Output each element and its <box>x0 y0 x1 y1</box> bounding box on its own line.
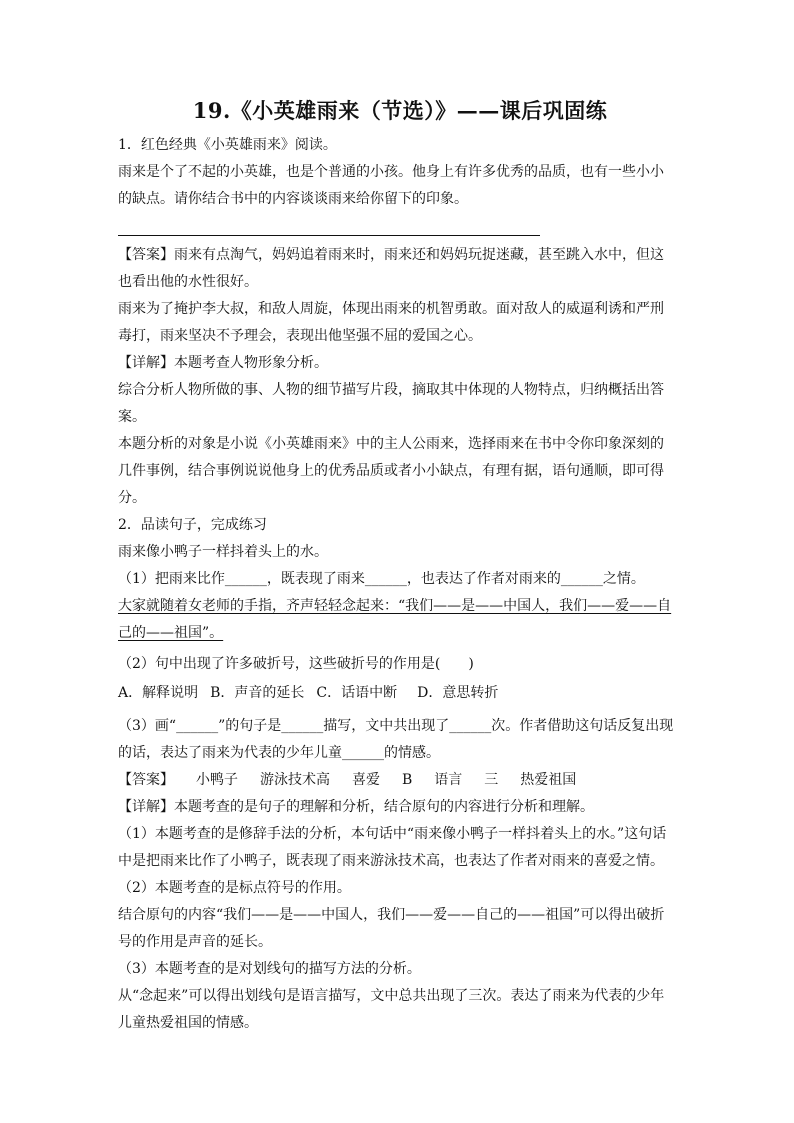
q1-answer-line: 【答案】雨来有点淘气，妈妈追着雨来时，雨来还和妈妈玩捉迷藏，甚至跳入水中，但这 <box>118 247 664 263</box>
q1-detail-line: 【详解】本题考查人物形象分析。 <box>118 355 328 371</box>
q2-detail-line: 中是把雨来比作了小鸭子，既表现了雨来游泳技术高，也表达了作者对雨来的喜爱之情。 <box>118 853 664 869</box>
answer-item: 三 <box>484 772 499 788</box>
q2-sub2: （2）句中出现了许多破折号，这些破折号的作用是( ) <box>118 656 474 672</box>
q1-answer-line: 也看出他的水性很好。 <box>118 274 258 290</box>
q2-sub1: （1）把雨来比作______，既表现了雨来______，也表达了作者对雨来的______之情。 <box>118 571 645 587</box>
q2-sub3-line: （3）画“______”的句子是______描写，文中共出现了______次。作者借助这句话反复出现 <box>118 718 674 734</box>
q2-options <box>118 680 682 707</box>
q1-detail-line: 案。 <box>118 409 146 425</box>
q1-detail-line: 本题分析的对象是小说《小英雄雨来》中的主人公雨来，选择雨来在书中令你印象深刻的 <box>118 436 664 452</box>
q2-answer-row <box>118 767 682 794</box>
q2-quote-line: 大家就随着女老师的手指，齐声轻轻念起来：“我们——是——中国人，我们——爱——自 <box>118 598 672 614</box>
q2-detail-line: 【详解】本题考查的是句子的理解和分析，结合原句的内容进行分析和理解。 <box>118 799 594 815</box>
option-c: C．话语中断 <box>316 685 398 701</box>
q1-detail-line: 几件事例，结合事例说说他身上的优秀品质或者小小缺点，有理有据，语句通顺，即可得 <box>118 463 664 479</box>
q2-detail-line: 儿童热爱祖国的情感。 <box>118 1015 258 1031</box>
q1-detail-line: 分。 <box>118 490 146 506</box>
q2-stem: 2．品读句子，完成练习 <box>118 517 267 533</box>
answer-item: 游泳技术高 <box>260 772 330 788</box>
q2-detail-line: 从“念起来”可以得出划线句是语言描写，文中总共出现了三次。表达了雨来为代表的少年 <box>118 988 665 1004</box>
q1-body-line: 的缺点。请你结合书中的内容谈谈雨来给你留下的印象。 <box>118 191 468 207</box>
q1-body-line: 雨来是个了不起的小英雄，也是个普通的小孩。他身上有许多优秀的品质，也有一些小小 <box>118 164 664 180</box>
document-page <box>118 96 682 1037</box>
q2-quote-line: 己的——祖国”。 <box>118 625 224 641</box>
answer-item: 热爱祖国 <box>520 772 577 788</box>
q2-detail-line: （2）本题考查的是标点符号的作用。 <box>118 880 351 896</box>
answer-item: 喜爱 <box>352 772 380 788</box>
option-b: B．声音的延长 <box>210 685 305 701</box>
answer-item: B <box>402 772 413 788</box>
answer-item: 小鸭子 <box>196 772 238 788</box>
answer-label: 【答案】 <box>118 772 174 788</box>
page-title: 19.《小英雄雨来（节选）》——课后巩固练 <box>192 98 608 123</box>
q2-detail-line: 号的作用是声音的延长。 <box>118 934 272 950</box>
answer-item: 语言 <box>434 772 463 788</box>
q2-sentence: 雨来像小鸭子一样抖着头上的水。 <box>118 544 328 560</box>
q1-answer-line: 雨来为了掩护李大叔，和敌人周旋，体现出雨来的机智勇敢。面对敌人的威逼利诱和严刑 <box>118 301 664 317</box>
answer-blank-line <box>118 213 540 236</box>
option-a: A．解释说明 <box>118 685 199 701</box>
q2-detail-line: （1）本题考查的是修辞手法的分析，本句话中“雨来像小鸭子一样抖着头上的水。”这句话 <box>118 826 667 842</box>
q1-answer-line: 毒打，雨来坚决不予理会，表现出他坚强不屈的爱国之心。 <box>118 328 482 344</box>
q2-sub3-line: 的话，表达了雨来为代表的少年儿童______的情感。 <box>118 745 440 761</box>
option-d: D．意思转折 <box>417 685 499 701</box>
q1-stem: 1．红色经典《小英雄雨来》阅读。 <box>118 137 337 153</box>
q2-detail-line: （3）本题考查的是对划线句的描写方法的分析。 <box>118 961 421 977</box>
q1-detail-line: 综合分析人物所做的事、人物的细节描写片段，摘取其中体现的人物特点，归纳概括出答 <box>118 382 664 398</box>
q2-detail-line: 结合原句的内容“我们——是——中国人，我们——爱——自己的——祖国”可以得出破折 <box>118 907 665 923</box>
